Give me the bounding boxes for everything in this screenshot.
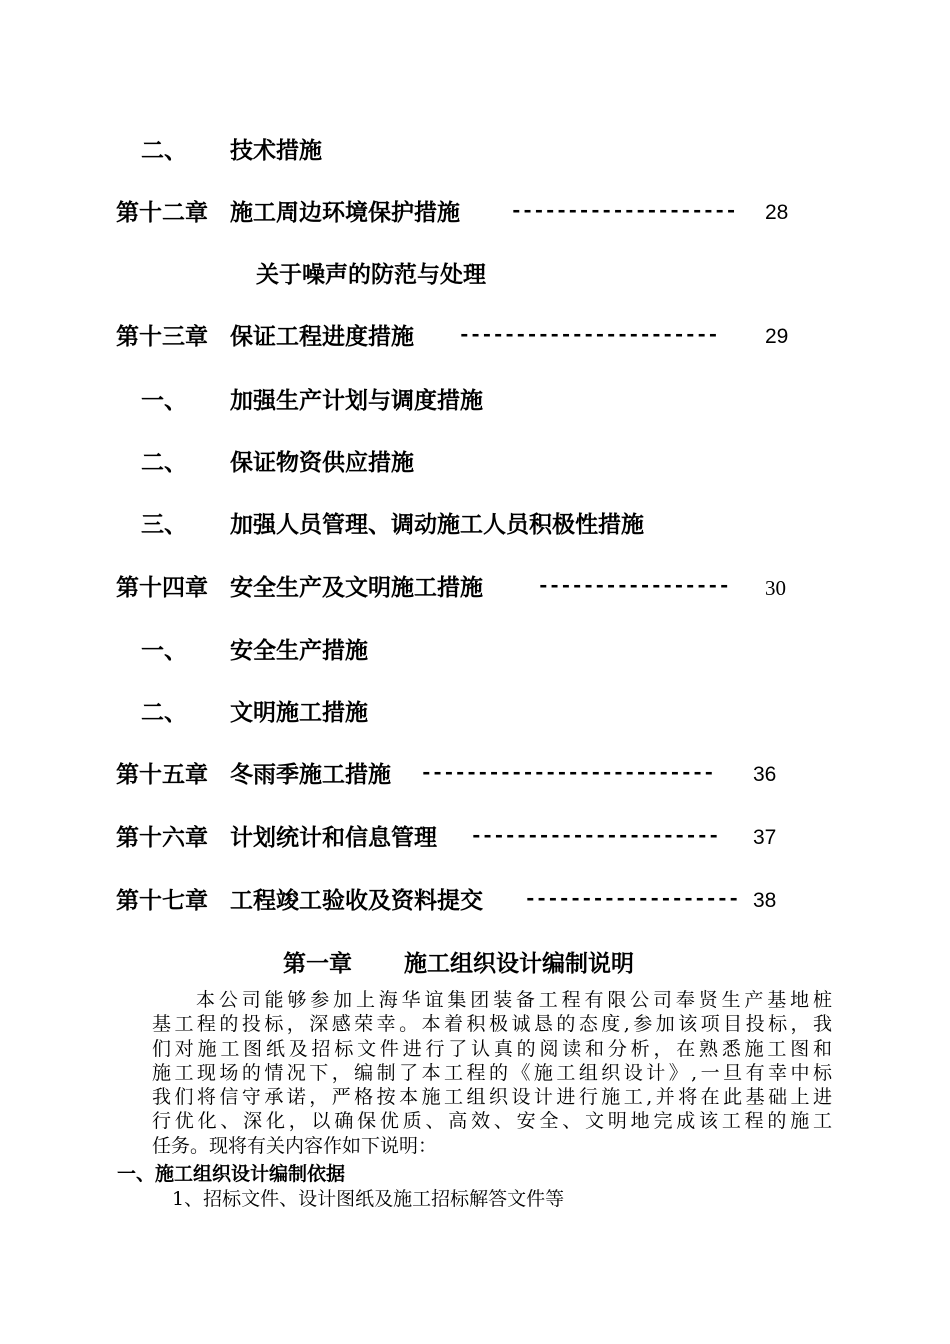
- section-heading: 一、施工组织设计编制依据: [117, 1163, 346, 1185]
- toc-entry-title: 技术措施: [230, 138, 322, 164]
- toc-entry-number: 二、: [141, 138, 187, 164]
- toc-entry-number: 第十四章: [116, 575, 208, 601]
- paragraph-line: 任务。现将有关内容作如下说明：: [152, 1134, 438, 1157]
- toc-entry-number: 第十三章: [116, 324, 208, 350]
- toc-entry-title: 保证工程进度措施: [230, 324, 414, 350]
- toc-leader-dots: --------------------: [510, 201, 737, 224]
- toc-entry-number: 第十七章: [116, 888, 208, 914]
- toc-leader-dots: -----------------: [537, 576, 730, 599]
- chapter-label: 第一章: [283, 951, 352, 977]
- chapter-title-text: 施工组织设计编制说明: [404, 951, 634, 977]
- toc-entry-title: 加强生产计划与调度措施: [230, 388, 483, 414]
- toc-entry-title: 施工周边环境保护措施: [230, 200, 460, 226]
- toc-entry-number: 第十五章: [116, 762, 208, 788]
- toc-entry-number: 二、: [141, 700, 187, 726]
- toc-entry-number: 第十二章: [116, 200, 208, 226]
- toc-leader-dots: ----------------------: [470, 826, 719, 849]
- paragraph-line: 行优化、深化，以确保优质、高效、安全、文明地完成该工程的施工: [152, 1110, 832, 1133]
- toc-leader-dots: -------------------: [524, 889, 739, 912]
- paragraph-line: 施工现场的情况下，编制了本工程的《施工组织设计》,一旦有幸中标: [152, 1061, 832, 1084]
- toc-entry-title: 保证物资供应措施: [230, 450, 414, 476]
- toc-page-number: 28: [765, 201, 789, 224]
- paragraph-line: 基工程的投标，深感荣幸。本着积极诚恳的态度,参加该项目投标，我: [152, 1013, 832, 1036]
- toc-page-number: 36: [753, 763, 777, 786]
- toc-entry-title: 冬雨季施工措施: [230, 762, 391, 788]
- intro-paragraph: [152, 988, 832, 1158]
- paragraph-line: 们对施工图纸及招标文件进行了认真的阅读和分析，在熟悉施工图和: [152, 1037, 832, 1060]
- paragraph-line: 我们将信守承诺，严格按本施工组织设计进行施工,并将在此基础上进: [152, 1086, 832, 1109]
- toc-entry-number: 第十六章: [116, 825, 208, 851]
- section-list-item: 1、招标文件、设计图纸及施工招标解答文件等: [172, 1188, 565, 1210]
- paragraph-line: 本公司能够参加上海华谊集团装备工程有限公司奉贤生产基地桩: [196, 989, 832, 1011]
- toc-entry-title: 安全生产措施: [230, 638, 368, 664]
- toc-leader-dots: -----------------------: [458, 325, 718, 348]
- toc-entry-title: 安全生产及文明施工措施: [230, 575, 483, 601]
- toc-page-number: 38: [753, 889, 777, 912]
- toc-leader-dots: --------------------------: [420, 763, 714, 786]
- toc-entry-title: 关于噪声的防范与处理: [256, 262, 486, 288]
- toc-entry-number: 二、: [141, 450, 187, 476]
- toc-entry-title: 加强人员管理、调动施工人员积极性措施: [230, 512, 644, 538]
- toc-entry-title: 计划统计和信息管理: [230, 825, 437, 851]
- toc-page-number: 29: [765, 325, 789, 348]
- toc-entry-number: 一、: [141, 388, 187, 414]
- toc-entry-number: 一、: [141, 638, 187, 664]
- toc-page-number: 30: [765, 576, 786, 600]
- toc-entry-title: 工程竣工验收及资料提交: [230, 888, 483, 914]
- toc-entry-number: 三、: [141, 512, 187, 538]
- toc-entry-title: 文明施工措施: [230, 700, 368, 726]
- toc-page-number: 37: [753, 826, 777, 849]
- chapter-heading: [283, 949, 634, 979]
